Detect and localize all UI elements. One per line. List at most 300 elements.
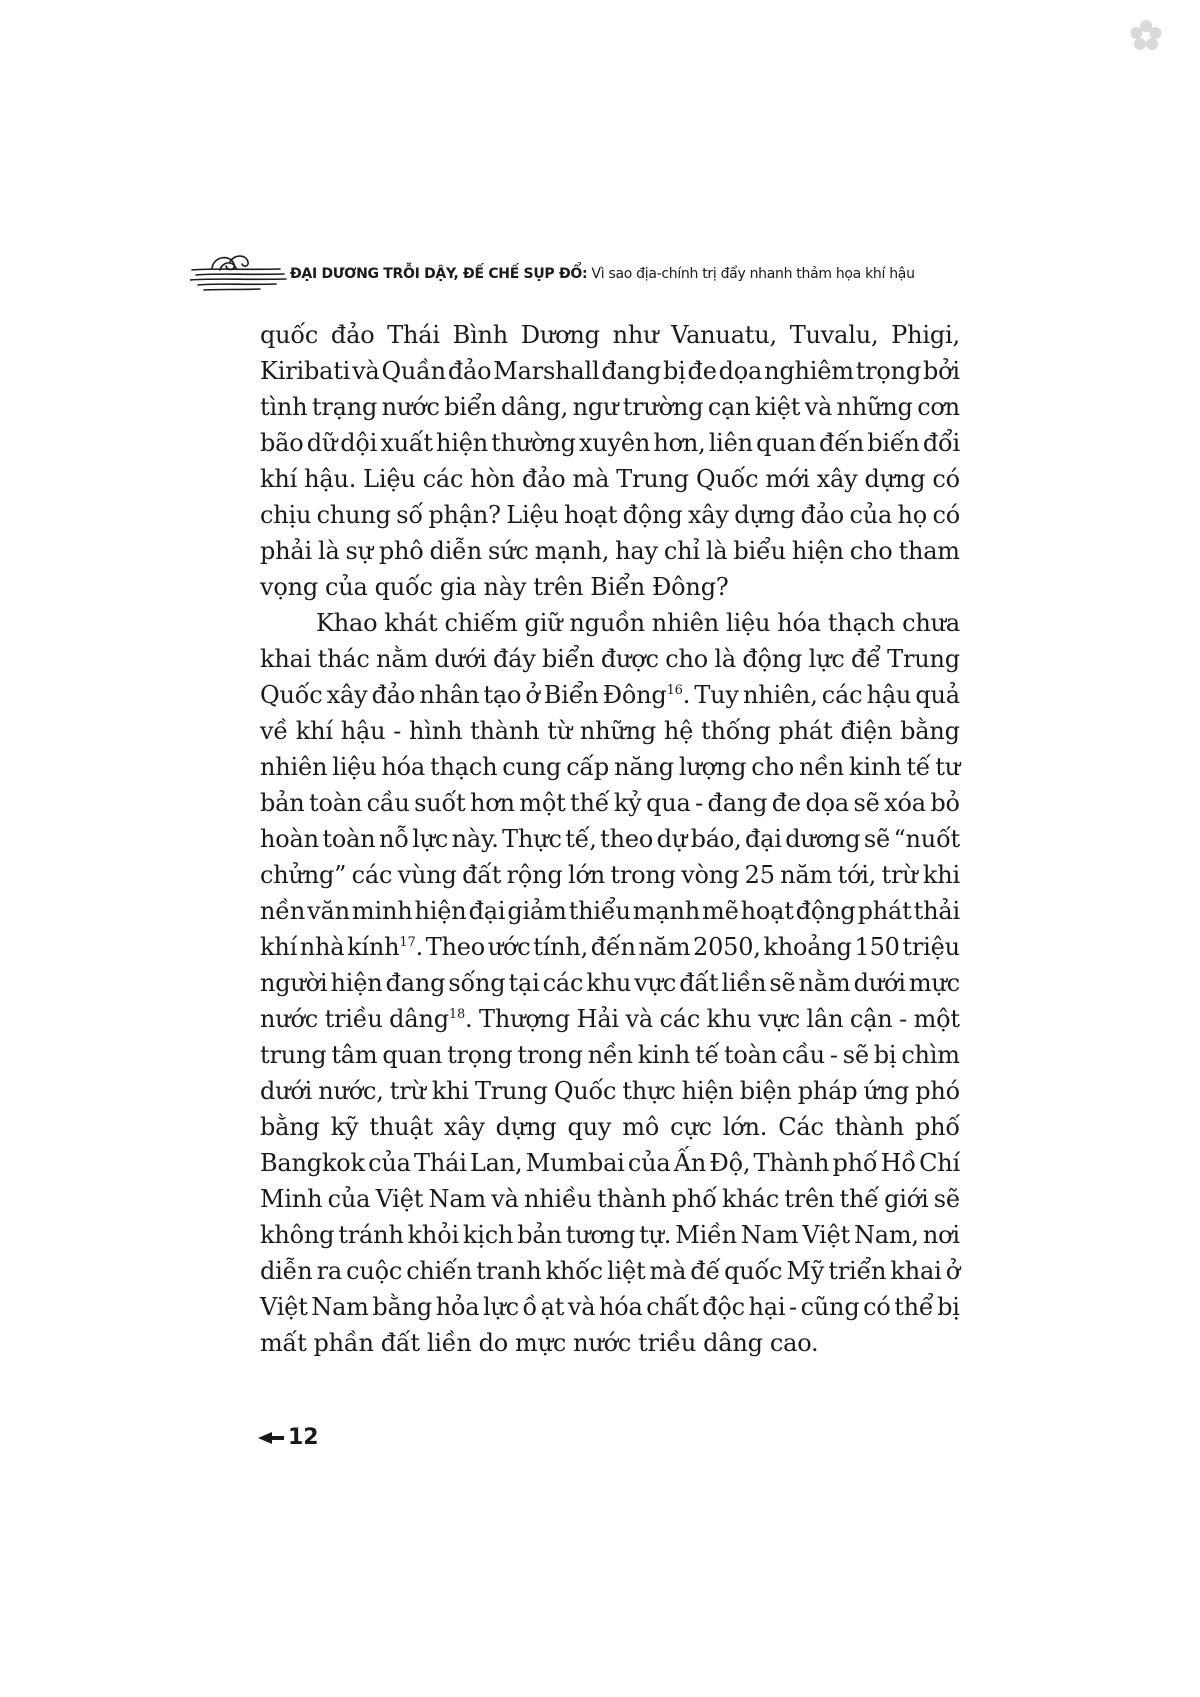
text-line bbox=[260, 461, 960, 497]
word: không bbox=[260, 1221, 335, 1249]
word: Ấn bbox=[673, 1149, 707, 1177]
word: chiếm bbox=[444, 609, 518, 637]
word: nền bbox=[798, 753, 845, 781]
word: người bbox=[260, 969, 328, 997]
word: tâm bbox=[331, 1041, 378, 1069]
word: giới bbox=[884, 1185, 929, 1213]
word: độc bbox=[702, 1293, 745, 1321]
word: hình bbox=[409, 717, 463, 745]
word: hiện bbox=[791, 537, 844, 565]
word: xây bbox=[443, 1113, 485, 1141]
word: Nam bbox=[428, 1185, 486, 1213]
word: của bbox=[627, 1149, 671, 1177]
word: hậu. bbox=[304, 465, 357, 493]
word: qua bbox=[646, 789, 691, 817]
word: tính, bbox=[533, 933, 589, 961]
word: trong bbox=[517, 1041, 583, 1069]
word: hóa bbox=[381, 753, 426, 781]
text-line bbox=[260, 857, 960, 893]
word: trọng bbox=[447, 1041, 513, 1069]
word: năm bbox=[780, 861, 833, 889]
word: nền bbox=[260, 897, 306, 925]
word: đảo bbox=[330, 321, 375, 349]
word: hiện bbox=[681, 1077, 734, 1105]
word: có bbox=[863, 1293, 891, 1321]
text-line bbox=[260, 1217, 960, 1253]
word: liên bbox=[708, 429, 753, 457]
word: văn bbox=[307, 897, 350, 925]
word: liền bbox=[721, 969, 767, 997]
word: mà bbox=[649, 1257, 687, 1285]
word: hại bbox=[748, 1293, 786, 1321]
word: sẽ bbox=[933, 1185, 960, 1213]
word: báo, bbox=[690, 825, 742, 853]
word: nước, bbox=[318, 1077, 384, 1105]
word: thế bbox=[570, 789, 610, 817]
word: hòn bbox=[470, 465, 515, 493]
word: dọa bbox=[718, 357, 763, 385]
word: vùng bbox=[397, 861, 457, 889]
word: Mumbai bbox=[525, 1149, 625, 1177]
word: đại bbox=[745, 825, 782, 853]
text-line bbox=[260, 1145, 960, 1181]
word: tham bbox=[898, 537, 960, 565]
text-line bbox=[260, 1325, 960, 1361]
word: kịch bbox=[462, 1221, 514, 1249]
word: cơn bbox=[917, 393, 960, 421]
word: Hồ bbox=[880, 1149, 916, 1177]
word: Kiribati bbox=[260, 357, 351, 385]
word: pháp bbox=[797, 1077, 858, 1105]
word: triệu bbox=[902, 933, 960, 961]
word: đất bbox=[380, 1329, 420, 1357]
word: đảo bbox=[521, 465, 566, 493]
word: dâng$^{18}$. bbox=[389, 1005, 473, 1033]
word: chất bbox=[646, 1293, 699, 1321]
word: toàn bbox=[723, 1041, 777, 1069]
word: động bbox=[622, 501, 683, 529]
word: chìm bbox=[901, 1041, 960, 1069]
word: kỹ bbox=[330, 1113, 359, 1141]
word: nước bbox=[573, 1329, 632, 1357]
word: thực bbox=[622, 1077, 676, 1105]
word: đến bbox=[590, 933, 636, 961]
word: và bbox=[491, 1185, 519, 1213]
word: kinh bbox=[637, 1041, 691, 1069]
word: của bbox=[849, 501, 893, 529]
word: khí bbox=[295, 717, 333, 745]
word: khốc bbox=[545, 1257, 603, 1285]
word: được bbox=[600, 645, 659, 673]
word: trừ bbox=[389, 1077, 426, 1105]
word: tình bbox=[260, 393, 308, 421]
word: - bbox=[695, 789, 704, 817]
word: - bbox=[393, 717, 402, 745]
word: phố bbox=[671, 1185, 717, 1213]
word: dâng bbox=[703, 1329, 763, 1357]
word: các bbox=[351, 861, 393, 889]
word: xây bbox=[687, 501, 729, 529]
word: theo bbox=[600, 825, 654, 853]
word: cấp bbox=[566, 753, 610, 781]
word: thạch bbox=[430, 753, 498, 781]
word: triển bbox=[828, 1257, 887, 1285]
word: nghiêm bbox=[764, 357, 854, 385]
word: Nam bbox=[740, 1221, 799, 1249]
word: dự bbox=[656, 825, 688, 853]
word: kiệt bbox=[754, 393, 801, 421]
word: khác bbox=[722, 1185, 779, 1213]
word: mẽ bbox=[702, 897, 739, 925]
word: chiến bbox=[406, 1257, 472, 1285]
word: Nam, bbox=[853, 1221, 919, 1249]
word: Nam bbox=[311, 1293, 369, 1321]
word: khỏi bbox=[407, 1221, 459, 1249]
word: chịu bbox=[260, 501, 312, 529]
word: Việt bbox=[260, 1293, 308, 1321]
word: khát bbox=[384, 609, 438, 637]
word: vực bbox=[758, 1005, 800, 1033]
word: biển bbox=[444, 393, 497, 421]
body-text bbox=[260, 317, 960, 1361]
text-line bbox=[260, 713, 960, 749]
word: trọng bbox=[855, 357, 922, 385]
word: trừ bbox=[881, 861, 918, 889]
footnote-marker: 17 bbox=[399, 935, 416, 950]
word: biểu bbox=[733, 537, 786, 565]
word: tới, bbox=[837, 861, 877, 889]
word: ứng bbox=[863, 1077, 910, 1105]
text-line bbox=[260, 785, 960, 821]
word: minh bbox=[351, 897, 413, 925]
word: thể bbox=[894, 1293, 934, 1321]
word: Phigi, bbox=[891, 321, 960, 349]
word: Độ, bbox=[709, 1149, 751, 1177]
word: xóa bbox=[884, 789, 926, 817]
text-line bbox=[260, 317, 960, 353]
word: kỷ bbox=[613, 789, 642, 817]
word: Chí bbox=[919, 1149, 960, 1177]
word: các bbox=[542, 969, 584, 997]
word: bằng bbox=[900, 717, 960, 745]
word: của bbox=[327, 1185, 371, 1213]
text-line bbox=[260, 605, 960, 641]
word: thế bbox=[839, 1185, 879, 1213]
word: đang bbox=[385, 969, 446, 997]
word: nhà bbox=[299, 933, 345, 961]
word: cung bbox=[502, 753, 562, 781]
word: ra bbox=[316, 1257, 342, 1285]
word: các bbox=[659, 1005, 701, 1033]
text-line bbox=[260, 749, 960, 785]
word: suốt bbox=[414, 789, 466, 817]
word: cầu bbox=[366, 789, 410, 817]
word: Tuvalu, bbox=[789, 321, 879, 349]
word: quy bbox=[567, 1113, 612, 1141]
word: đổi bbox=[922, 429, 960, 457]
word: hơn, bbox=[653, 429, 706, 457]
word: Quốc bbox=[260, 681, 323, 709]
word: 25 bbox=[744, 861, 775, 889]
word: đảo bbox=[800, 501, 845, 529]
word: tự. bbox=[639, 1221, 672, 1249]
word: đe bbox=[687, 357, 717, 385]
word: phô bbox=[378, 537, 424, 565]
text-line bbox=[260, 497, 960, 533]
word: tế bbox=[695, 1041, 720, 1069]
word: cho bbox=[849, 537, 893, 565]
word: bị bbox=[663, 357, 686, 385]
word: phát bbox=[778, 717, 833, 745]
word: nền bbox=[587, 1041, 633, 1069]
word: khoảng bbox=[763, 933, 852, 961]
word: thiểu bbox=[568, 897, 631, 925]
word: trạng bbox=[311, 393, 378, 421]
text-line bbox=[260, 1073, 960, 1109]
word: ước bbox=[487, 933, 531, 961]
word: Hải bbox=[576, 1005, 619, 1033]
word: quốc bbox=[724, 1257, 783, 1285]
word: cuộc bbox=[346, 1257, 403, 1285]
word: Mỹ bbox=[786, 1257, 825, 1285]
word: chửng” bbox=[260, 861, 347, 889]
word: nhiên, bbox=[742, 681, 818, 709]
word: cạn bbox=[707, 393, 751, 421]
word: quả bbox=[915, 681, 960, 709]
word: Liệu bbox=[363, 465, 416, 493]
word: bằng bbox=[260, 1113, 320, 1141]
word: vòng bbox=[681, 861, 740, 889]
word: kinh bbox=[849, 753, 902, 781]
word: bị bbox=[873, 1041, 897, 1069]
word: ạt bbox=[540, 1293, 565, 1321]
word: của bbox=[325, 573, 368, 601]
word: sẽ bbox=[842, 1041, 869, 1069]
word: vực bbox=[634, 969, 677, 997]
word: Tuy bbox=[694, 681, 739, 709]
word: cực bbox=[670, 1113, 712, 1141]
text-line bbox=[260, 1037, 960, 1073]
word: xuyên bbox=[578, 429, 651, 457]
word: “nuốt bbox=[893, 825, 960, 853]
word: về bbox=[260, 717, 288, 745]
word: quốc bbox=[260, 321, 319, 349]
word: dọa bbox=[805, 789, 849, 817]
word: cho bbox=[751, 753, 794, 781]
word: hệ bbox=[663, 717, 694, 745]
word: Thành bbox=[753, 1149, 830, 1177]
word: tế bbox=[906, 753, 931, 781]
word: Dương bbox=[520, 321, 600, 349]
word: và bbox=[567, 1293, 596, 1321]
word: Thượng bbox=[479, 1005, 571, 1033]
running-head bbox=[190, 248, 915, 296]
word: hiện bbox=[414, 897, 467, 925]
word: giữ bbox=[524, 609, 563, 637]
word: khí bbox=[260, 465, 298, 493]
word: này bbox=[483, 573, 527, 601]
word: đế bbox=[690, 1257, 721, 1285]
word: lớn. bbox=[722, 1113, 768, 1141]
text-line bbox=[260, 1109, 960, 1145]
word: mạnh bbox=[632, 897, 700, 925]
word: hiện bbox=[330, 969, 383, 997]
word: Thực bbox=[502, 825, 562, 853]
text-line bbox=[260, 353, 960, 389]
word: trong bbox=[610, 861, 676, 889]
word: khí bbox=[260, 933, 298, 961]
word: bão bbox=[260, 429, 304, 457]
word: Minh bbox=[260, 1185, 323, 1213]
arrow-left-icon bbox=[258, 1431, 284, 1445]
word: Vanuatu, bbox=[671, 321, 777, 349]
word: nhiều bbox=[524, 1185, 592, 1213]
word: thành bbox=[470, 717, 540, 745]
word: dội bbox=[340, 429, 378, 457]
word: sức bbox=[487, 537, 529, 565]
word: Việt bbox=[802, 1221, 850, 1249]
word: các bbox=[821, 681, 863, 709]
word: đang bbox=[707, 789, 768, 817]
word: hoàn bbox=[260, 825, 319, 853]
word: của bbox=[368, 1149, 411, 1177]
word: dựng bbox=[864, 465, 926, 493]
word: đáy bbox=[492, 645, 536, 673]
word: lực bbox=[808, 645, 845, 673]
word: và bbox=[625, 1005, 653, 1033]
page-number-value: 12 bbox=[288, 1425, 319, 1450]
word: khu bbox=[586, 969, 632, 997]
word: thạch bbox=[827, 609, 896, 637]
word: quan bbox=[756, 429, 816, 457]
word: dưới bbox=[260, 1077, 313, 1105]
word: bị bbox=[937, 1293, 960, 1321]
word: thống bbox=[701, 717, 771, 745]
word: thành bbox=[834, 1113, 905, 1141]
word: hoạt bbox=[740, 897, 794, 925]
running-title bbox=[290, 266, 915, 282]
word: dữ bbox=[306, 429, 338, 457]
word: cầu bbox=[781, 1041, 825, 1069]
word: sự bbox=[345, 537, 373, 565]
word: hỏa bbox=[435, 1293, 480, 1321]
word: xuất bbox=[380, 429, 433, 457]
word: hóa bbox=[598, 1293, 643, 1321]
word: đang bbox=[601, 357, 662, 385]
word: tư bbox=[935, 753, 960, 781]
word: lực bbox=[412, 825, 449, 853]
word: dựng bbox=[495, 1113, 557, 1141]
word: ngư bbox=[572, 393, 619, 421]
word: Miền bbox=[675, 1221, 737, 1249]
word: rộng bbox=[506, 861, 563, 889]
word: mới bbox=[765, 465, 810, 493]
word: phố bbox=[832, 1149, 878, 1177]
word: nỗ bbox=[378, 825, 409, 853]
word: khu bbox=[706, 1005, 752, 1033]
word: Quốc bbox=[553, 1077, 617, 1105]
word: họ bbox=[897, 501, 928, 529]
word: một bbox=[913, 1005, 960, 1033]
word: thành bbox=[597, 1185, 667, 1213]
word: trung bbox=[260, 1041, 327, 1069]
word: khi bbox=[431, 1077, 469, 1105]
word: Bình bbox=[452, 321, 509, 349]
running-title-main: ĐẠI DƯƠNG TRỖI DẬY, ĐẾ CHẾ SỤP ĐỔ: bbox=[290, 266, 588, 282]
word: mực bbox=[908, 969, 960, 997]
text-line bbox=[260, 533, 960, 569]
word: nằm bbox=[376, 645, 428, 673]
word: đại bbox=[468, 897, 506, 925]
word: hiện bbox=[436, 429, 489, 457]
word: mà bbox=[572, 465, 610, 493]
word: Quần bbox=[381, 357, 446, 385]
flower-icon bbox=[1128, 18, 1164, 54]
word: bằng bbox=[372, 1293, 433, 1321]
word: năm bbox=[638, 933, 691, 961]
word: Các bbox=[778, 1113, 824, 1141]
word: phải bbox=[260, 537, 313, 565]
word: động bbox=[742, 645, 803, 673]
word: số bbox=[396, 501, 423, 529]
word: chung bbox=[316, 501, 391, 529]
word: đảo bbox=[447, 357, 492, 385]
word: lân bbox=[806, 1005, 844, 1033]
word: phát bbox=[857, 897, 912, 925]
word: thải bbox=[913, 897, 960, 925]
word: Trung bbox=[474, 1077, 548, 1105]
word: xây bbox=[326, 681, 368, 709]
word: bởi bbox=[922, 357, 960, 385]
text-line bbox=[260, 929, 960, 965]
word: bỏ bbox=[930, 789, 960, 817]
word: phận? bbox=[428, 501, 501, 529]
word: ồ bbox=[522, 1293, 538, 1321]
word: dưới bbox=[434, 645, 487, 673]
word: tế, bbox=[565, 825, 597, 853]
word: Đông$^{16}$. bbox=[602, 681, 691, 709]
word: chỉ bbox=[663, 537, 700, 565]
word: các bbox=[422, 465, 464, 493]
word: có bbox=[932, 465, 960, 493]
word: khai bbox=[890, 1257, 942, 1285]
word: liền bbox=[426, 1329, 472, 1357]
word: sẽ bbox=[863, 825, 890, 853]
word: Trung bbox=[887, 645, 960, 673]
word: hậu bbox=[340, 717, 386, 745]
word: Theo bbox=[425, 933, 486, 961]
text-line bbox=[260, 1001, 960, 1037]
word: quan bbox=[382, 1041, 443, 1069]
word: dâng, bbox=[500, 393, 569, 421]
word: hóa bbox=[777, 609, 821, 637]
word: lớn bbox=[568, 861, 605, 889]
footnote-marker: 18 bbox=[448, 1007, 466, 1022]
word: diễn bbox=[260, 1257, 313, 1285]
footnote-marker: 16 bbox=[666, 683, 683, 698]
word: Thái bbox=[387, 321, 440, 349]
word: trường bbox=[622, 393, 704, 421]
word: Quốc bbox=[695, 465, 759, 493]
word: có bbox=[932, 501, 960, 529]
word: Bangkok bbox=[260, 1149, 365, 1177]
word: đến bbox=[819, 429, 865, 457]
word: - bbox=[789, 1293, 797, 1321]
word: cao. bbox=[769, 1329, 819, 1357]
word: 2050, bbox=[693, 933, 761, 961]
word: mô bbox=[622, 1113, 660, 1141]
word: giảm bbox=[507, 897, 567, 925]
